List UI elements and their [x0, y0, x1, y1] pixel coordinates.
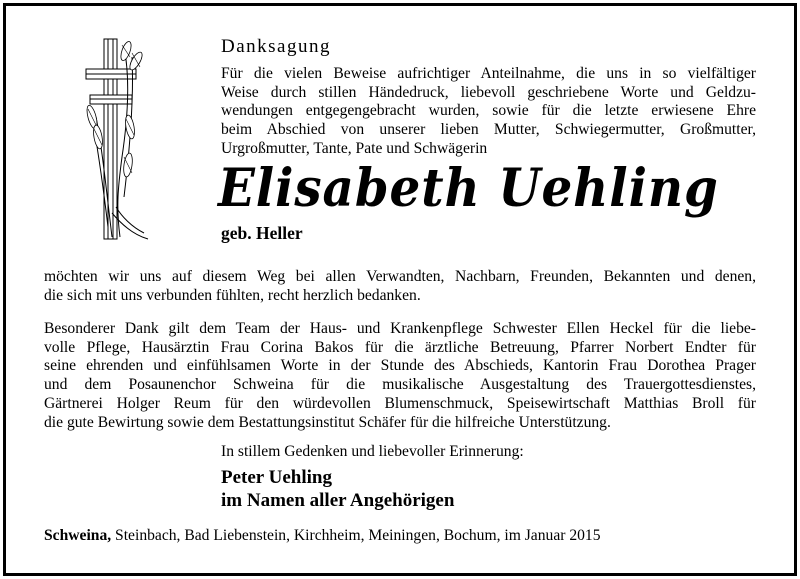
thanks-paragraph — [44, 268, 756, 305]
intro-text — [221, 65, 756, 159]
deceased-name: Elisabeth Uehling — [218, 158, 719, 219]
signer-name: Peter Uehling — [221, 467, 332, 488]
heading-thanks: Danksagung — [221, 36, 331, 57]
signer-block — [221, 466, 454, 512]
cross-with-wheat-icon — [82, 37, 152, 247]
paragraph-line: möchten wir uns auf diesem Weg bei allen Verwandten, Nachbarn, Freunden, Bekannten und denen, — [44, 268, 756, 285]
signer-note: im Namen aller Angehörigen — [221, 490, 455, 511]
maiden-name: geb. Heller — [221, 223, 303, 243]
intro-line: Für die vielen Beweise aufrichtiger Anteilnahme, die uns in so vielfältiger — [221, 65, 756, 82]
paragraph-line: die sich mit uns verbunden fühlten, recht herzlich bedanken. — [44, 286, 421, 304]
paragraph-line: Gärtnerei Holger Reum für den würdevollen Blumenschmuck, Speisewirtschaft Matthias Broll für — [44, 394, 756, 412]
paragraph-line: seine ehrenden und einfühlsamen Worte in der Stunde des Abschieds, Kantorin Frau Dorothea Prager — [44, 357, 756, 375]
paragraph-line: volle Pflege, Hausärztin Frau Corina Bakos für die ärztliche Betreuung, Pfarrer Norbert Endter für — [44, 338, 756, 356]
special-thanks-paragraph — [44, 320, 756, 432]
intro-line: Weise durch stillen Händedruck, liebevoll geschriebene Worte und Geldzu- — [221, 83, 756, 101]
places-rest: Steinbach, Bad Liebenstein, Kirchheim, Meiningen, Bochum, im Januar 2015 — [111, 527, 601, 544]
intro-line: beim Abschied von unserer lieben Mutter, Schwiegermutter, Großmutter, — [221, 121, 756, 139]
intro-line: wendungen entgegengebracht wurden, sowie für die letzte erwiesene Ehre — [221, 102, 756, 120]
paragraph-line: und dem Posaunenchor Schweina für die musikalische Ausgestaltung des Trauergottesdienstes, — [44, 376, 756, 394]
place-primary: Schweina, — [44, 527, 112, 544]
paragraph-line: Besonderer Dank gilt dem Team der Haus- und Krankenpflege Schwester Ellen Heckel für die liebe- — [44, 320, 756, 337]
places-date-line — [44, 527, 601, 545]
paragraph-line: die gute Bewirtung sowie dem Bestattungsinstitut Schäfer für die hilfreiche Unterstützung. — [44, 413, 611, 431]
memory-line: In stillem Gedenken und liebevoller Erinnerung: — [221, 443, 524, 460]
intro-line: Urgroßmutter, Tante, Pate und Schwägerin — [221, 139, 488, 157]
